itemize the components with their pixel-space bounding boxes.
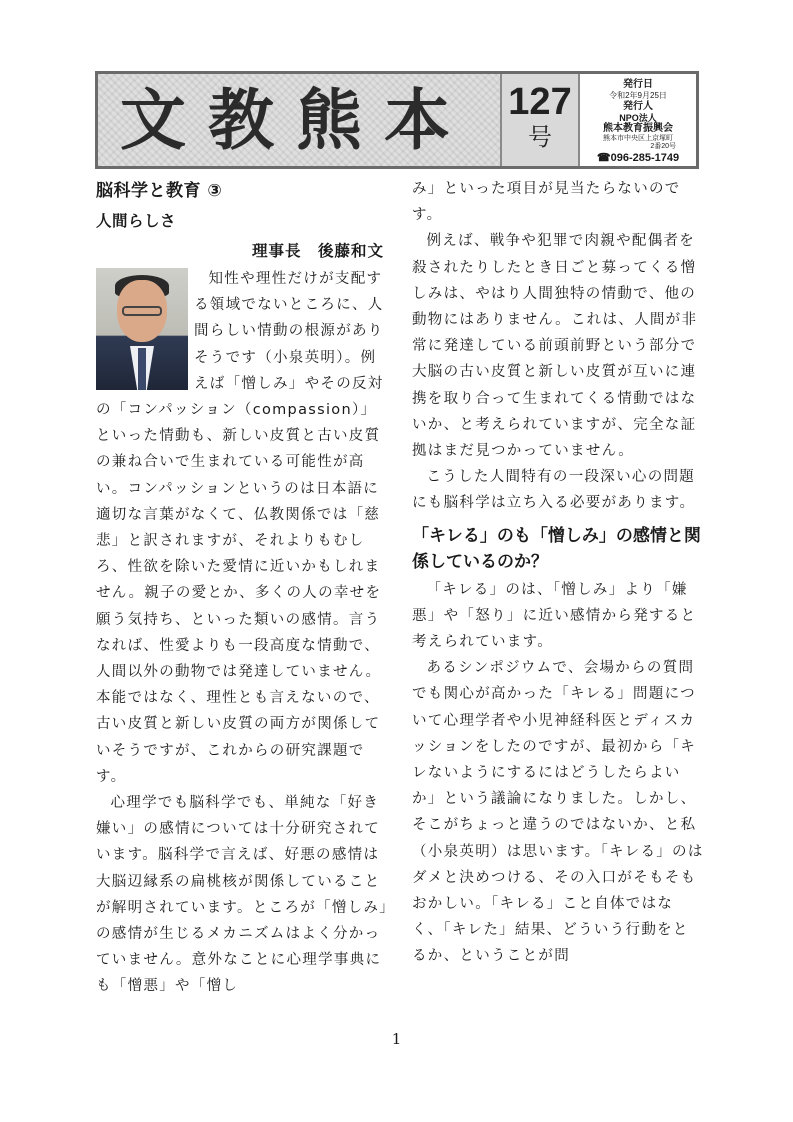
- author-photo: [96, 268, 188, 390]
- paragraph: こうした人間特有の一段深い心の問題にも脳科学は立ち入る必要があります。: [412, 469, 696, 512]
- publish-date: 令和2年9月25日: [609, 91, 667, 100]
- issue-suffix: 号: [528, 123, 552, 151]
- publish-date-label: 発行日: [623, 79, 653, 90]
- npo-label: NPO法人: [619, 113, 657, 123]
- issue-number: 127: [508, 81, 572, 123]
- address-line-1: 熊本市中央区上京塚町: [603, 135, 673, 142]
- left-column: [96, 176, 392, 1000]
- article-subtitle: 人間らしさ: [96, 212, 177, 230]
- title-panel: [98, 74, 500, 166]
- paragraph-continued: み」といった項目が見当たらないのです。: [412, 181, 681, 224]
- newsletter-title: 文教熊本: [120, 81, 472, 159]
- publication-info: [580, 74, 696, 166]
- paragraph: 例えば、戦争や犯罪で肉親や配偶者を殺されたりしたとき日ごと募ってくる憎しみは、やはり人間独特の情動で、他の動物にはありません。これは、人間が非常に発達している前頭前野という部分で大脳の古い皮質と新しい皮質が互いに連携を取り合って生まれてくる情動ではないか、と考えられていますが、完全な証拠はまだ見つかっていません。: [412, 233, 698, 460]
- author-line: 理事長 後藤和文: [251, 242, 384, 260]
- address-line-2: 2番20号: [650, 143, 676, 150]
- phone-number: ☎096-285-1749: [596, 152, 680, 164]
- paragraph: あるシンポジウムで、会場からの質問でも関心が高かった「キレる」問題について心理学者や小児神経科医とディスカッションをしたのですが、最初から「キレないようにするにはどうしたらよいか」という議論になりました。しかし、そこがちょっと違うのではないか、と私（小泉英明）は思います。「キレる」のはダメと決めつける、その入口がそもそもおかしい。「キレる」こと自体ではなく、「キレた」結果、どういう行動をとるか、ということが問: [412, 660, 704, 965]
- publisher-label: 発行人: [623, 101, 653, 112]
- paragraph: 知性や理性だけが支配する領域でないところに、人間らしい情動の根源がありそうです（小泉英明）。例えば「憎しみ」やその反対の「コンパッション（compassion）」といった情動も、新しい皮質と古い皮質の兼ね合いで生まれている可能性が高い。コンパッションというのは日本語に適切な言葉がなくて、仏教関係では「慈悲」と訳されますが、それよりもむしろ、性欲を除いた愛情に近いかもしれません。親子の愛とか、多くの人の幸せを願う気持ち、といった類いの感情。言うなれば、性愛よりも一段高度な情動で、人間以外の動物では発達していません。本能ではなく、理性とも言えないので、古い皮質と新しい皮質の両方が関係していそうですが、これからの研究課題です。: [96, 271, 384, 785]
- issue-panel: [500, 74, 580, 166]
- paragraph: 「キレる」のは、「憎しみ」より「嫌悪」や「怒り」に近い感情から発すると考えられています。: [412, 581, 697, 651]
- masthead: [95, 71, 699, 169]
- right-column: [412, 176, 704, 970]
- section-heading: 「キレる」のも「憎しみ」の感情と関係しているのか？: [412, 525, 701, 572]
- organization-name: 熊本教育振興会: [603, 123, 673, 134]
- paragraph: 心理学でも脳科学でも、単純な「好き嫌い」の感情については十分研究されています。脳科学で言えば、好悪の感情は大脳辺縁系の扁桃核が関係していることが解明されています。ところが「憎しみ」の感情が生じるメカニズムはよく分かっていません。意外なことに心理学事典にも「憎悪」や「憎し: [96, 795, 388, 995]
- page-number: 1: [391, 1030, 402, 1048]
- photo-glasses: [122, 306, 162, 316]
- article-title: 脳科学と教育 ③: [96, 181, 223, 201]
- photo-tie: [138, 348, 146, 390]
